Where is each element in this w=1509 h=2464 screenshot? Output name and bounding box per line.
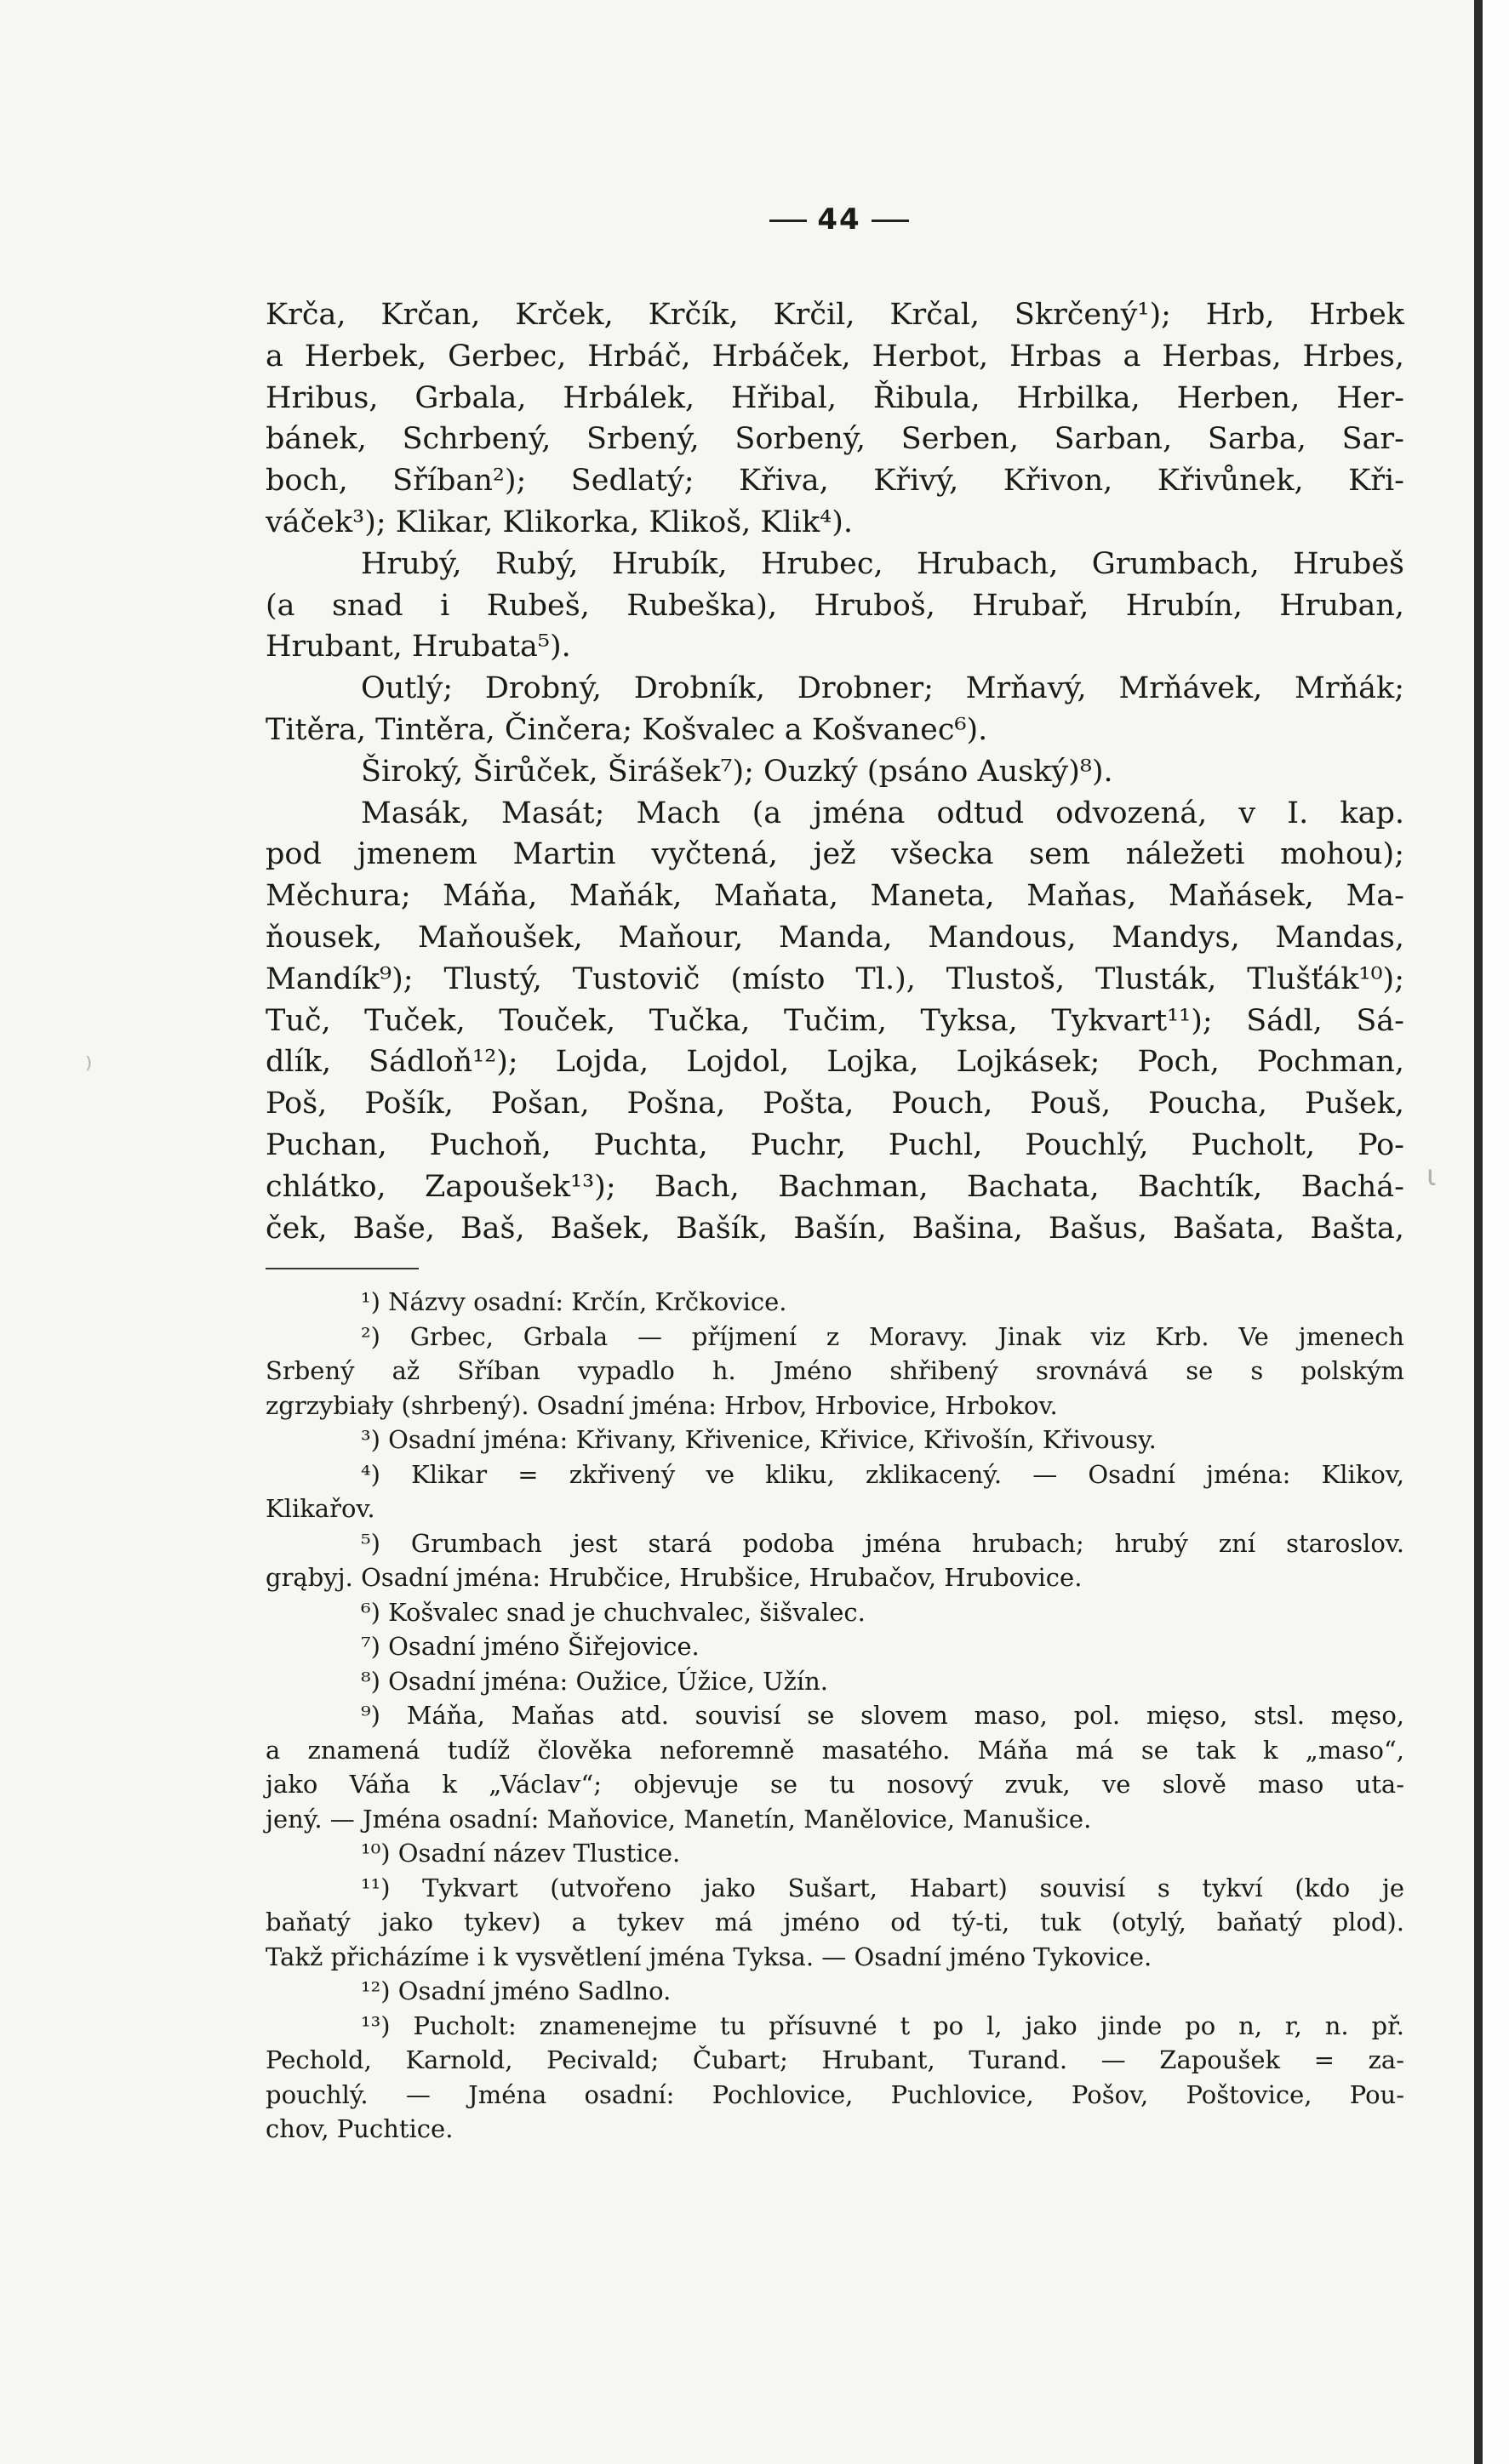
text-line: Poš, Pošík, Pošan, Pošna, Pošta, Pouch, Pouš, Poucha, Pušek, [266,1087,1404,1121]
text-line: Měchura; Máňa, Maňák, Maňata, Maneta, Maňas, Maňásek, Ma- [266,879,1404,914]
footnote-line: pouchlý. — Jména osadní: Pochlovice, Puchlovice, Pošov, Poštovice, Pou- [266,2079,1404,2109]
footnote-5 [266,1526,1404,1595]
text-line: Široký, Širůček, Širášek⁷); Ouzký (psáno Auský)⁸). [361,754,1113,789]
footnote-line: Klikařov. [266,1494,375,1523]
text-line: Mandík⁹); Tlustý, Tustovič (místo Tl.), Tlustoš, Tlusták, Tlušťák¹⁰); [266,961,1404,996]
footnote-10 [266,1836,1404,1871]
text-line: Hrubant, Hrubata⁵). [266,630,571,664]
footnote-line: ³) Osadní jména: Křivany, Křivenice, Křivice, Křivošín, Křivousy. [361,1425,1157,1454]
footnote-line: ⁸) Osadní jména: Oužice, Úžice, Užín. [361,1666,829,1696]
footnote-12 [266,1974,1404,2009]
footnote-line: ¹¹) Tykvart (utvořeno jako Sušart, Habart) souvisí s tykví (kdo je [361,1873,1404,1902]
text-line: pod jmenem Martin vyčtená, jež všecka sem náležeti mohou); [266,837,1404,872]
footnote-11 [266,1871,1404,1975]
footnote-line: ⁷) Osadní jméno Šiřejovice. [361,1632,700,1661]
footnote-line: ¹) Názvy osadní: Krčín, Krčkovice. [361,1287,787,1316]
footnote-line: ⁹) Máňa, Maňas atd. souvisí se slovem maso, pol. mięso, stsl. męso, [361,1701,1404,1730]
footnote-6 [266,1595,1404,1630]
footnote-9 [266,1698,1404,1836]
footnote-line: jený. — Jména osadní: Maňovice, Manetín, Manělovice, Manušice. [266,1804,1092,1834]
text-line: Krča, Krčan, Krček, Krčík, Krčil, Krčal, Skrčený¹); Hrb, Hrbek [266,298,1404,332]
text-line: bánek, Schrbený, Srbený, Sorbený, Serben, Sarban, Sarba, Sar- [266,422,1404,457]
text-line: Titěra, Tintěra, Činčera; Košvalec a Košvanec⁶). [266,712,988,747]
footnote-line: ²) Grbec, Grbala — příjmení z Moravy. Jinak viz Krb. Ve jmenech [361,1321,1404,1351]
text-line: a Herbek, Gerbec, Hrbáč, Hrbáček, Herbot, Hrbas a Herbas, Hrbes, [266,339,1404,374]
page-number: 44 [817,202,861,237]
text-line: Outlý; Drobný, Drobník, Drobner; Mrňavý, Mrňávek, Mrňák; [361,671,1404,706]
footnote-line: zgrzybiały (shrbený). Osadní jména: Hrbov, Hrbovice, Hrbokov. [266,1390,1058,1420]
footnote-line: ⁶) Košvalec snad je chuchvalec, šišvalec. [361,1597,866,1627]
footnote-line: ⁴) Klikar = zkřivený ve kliku, zklikacený. — Osadní jména: Klikov, [361,1459,1404,1489]
text-line: Puchan, Puchoň, Puchta, Puchr, Puchl, Pouchlý, Pucholt, Po- [266,1127,1404,1162]
footnote-line: grąbyj. Osadní jména: Hrubčice, Hrubšice, Hrubačov, Hrubovice. [266,1563,1083,1592]
text-line: ňousek, Maňoušek, Maňour, Manda, Mandous, Mandys, Mandas, [266,920,1404,955]
margin-pencil-mark: ⁾ [85,1052,93,1086]
footnote-line: Srbený až Sříban vypadlo h. Jméno shřibený srovnává se s polským [266,1356,1404,1385]
page-number-header [102,202,1509,237]
footnote-line: a znamená tudíž člověka neforemně masatého. Máňa má se tak k „maso“, [266,1735,1404,1765]
text-line: Hribus, Grbala, Hrbálek, Hřibal, Řibula, Hrbilka, Herben, Her- [266,380,1404,415]
footnote-13 [266,2009,1404,2147]
text-line: dlík, Sádloň¹²); Lojda, Lojdol, Lojka, Lojkásek; Poch, Pochman, [266,1045,1404,1080]
footnote-line: jako Váňa k „Václav“; objevuje se tu nosový zvuk, ve slově maso uta- [266,1770,1404,1799]
footnote-3 [266,1423,1404,1457]
footnote-line: ¹²) Osadní jméno Sadlno. [361,1976,672,2005]
text-line: chlátko, Zapoušek¹³); Bach, Bachman, Bachata, Bachtík, Bachá- [266,1169,1404,1204]
footnote-line: ¹³) Pucholt: znamenejme tu přísuvné t po l, jako jinde po n, r, n. př. [361,2011,1404,2040]
text-line: (a snad i Rubeš, Rubeška), Hruboš, Hrubař, Hrubín, Hruban, [266,588,1404,623]
footnote-7 [266,1629,1404,1664]
footnote-line: Takž přicházíme i k vysvětlení jména Tyksa. — Osadní jméno Tykovice. [266,1942,1152,1971]
footnote-4 [266,1457,1404,1526]
footnote-8 [266,1664,1404,1699]
text-line: Hrubý, Rubý, Hrubík, Hrubec, Hrubach, Grumbach, Hrubeš [361,546,1404,581]
footnote-line: ¹⁰) Osadní název Tlustice. [361,1839,681,1868]
footnote-1 [266,1285,1404,1320]
text-line: Masák, Masát; Mach (a jména odtud odvozená, v I. kap. [361,796,1404,830]
footnote-line: Pechold, Karnold, Pecivald; Čubart; Hrubant, Turand. — Zapoušek = za- [266,2045,1404,2074]
text-line: Tuč, Tuček, Touček, Tučka, Tučim, Tyksa, Tykvart¹¹); Sádl, Sá- [266,1003,1404,1038]
page-edge [1483,0,1509,2464]
main-text [266,294,1404,1249]
page-spine-shadow [1474,0,1483,2464]
page-number-dash-left [769,220,807,222]
text-line: ček, Baše, Baš, Bašek, Bašík, Bašín, Bašina, Bašus, Bašata, Bašta, [266,1211,1404,1246]
footnote-2 [266,1320,1404,1423]
page-number-dash-right [872,220,909,222]
text-line: váček³); Klikar, Klikorka, Klikoš, Klik⁴). [266,505,853,539]
footnote-line: baňatý jako tykev) a tykev má jméno od tý-ti, tuk (otylý, baňatý plod). [266,1908,1404,1936]
footnotes [266,1285,1404,2147]
footnote-separator [266,1268,419,1269]
text-line: boch, Sříban²); Sedlatý; Křiva, Křivý, Křivon, Křivůnek, Kři- [266,464,1404,499]
margin-pencil-mark-right: ɩ [1426,1159,1437,1193]
footnote-line: chov, Puchtice. [266,2114,454,2143]
footnote-line: ⁵) Grumbach jest stará podoba jména hrubach; hrubý zní staroslov. [361,1528,1404,1558]
